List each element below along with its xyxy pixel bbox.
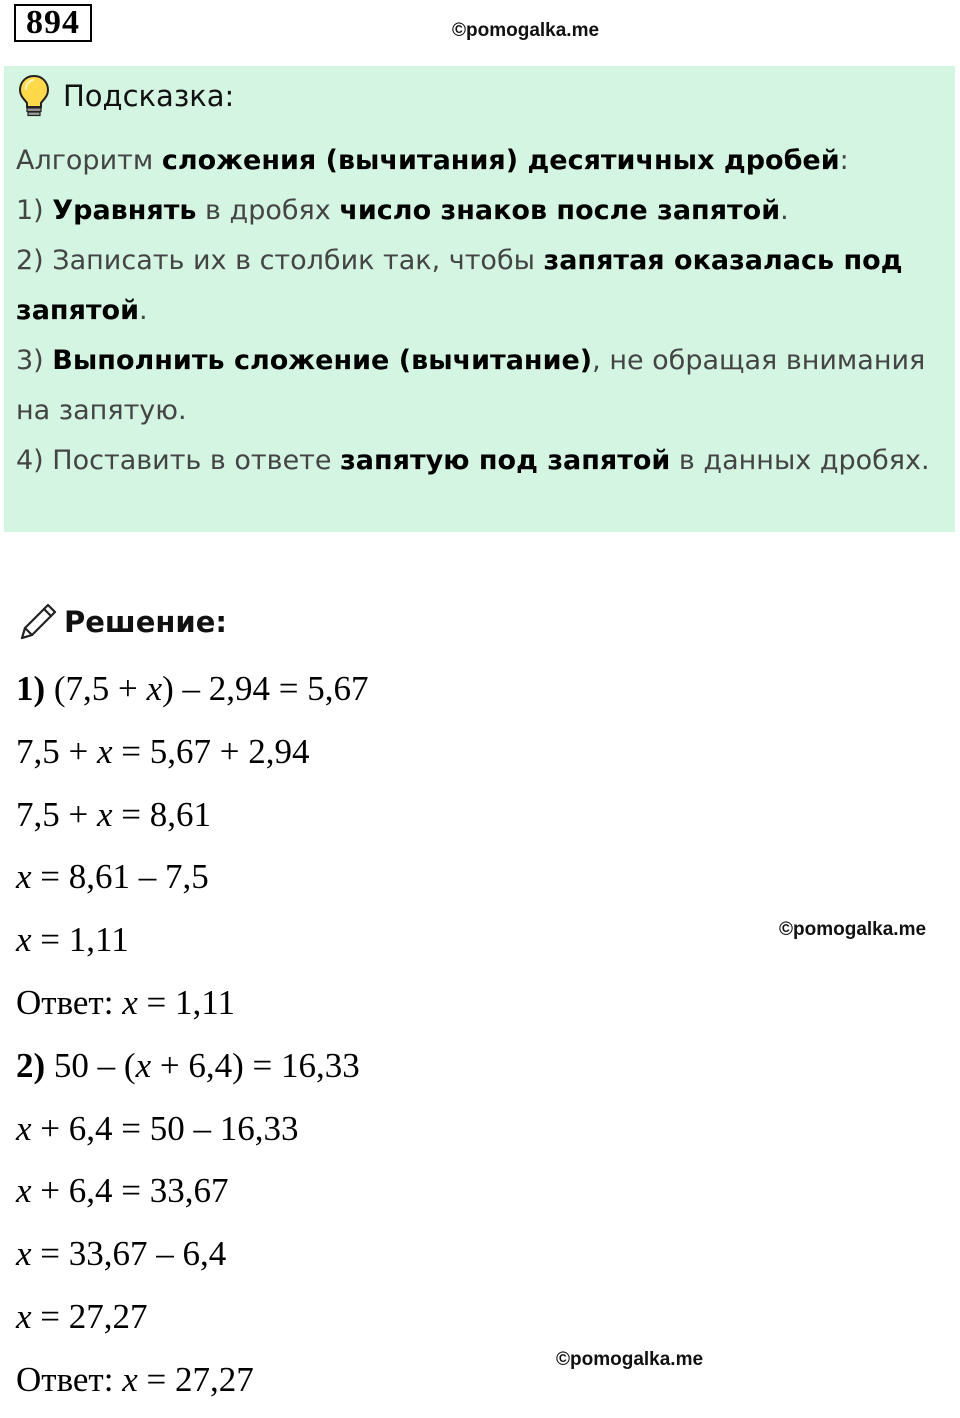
solution-title: Решение: — [64, 605, 228, 639]
hint-intro — [16, 136, 936, 186]
lightbulb-icon — [18, 74, 50, 118]
variable-x: x — [16, 857, 32, 897]
hint-title: Подсказка: — [63, 79, 235, 113]
hint-text: 1) — [16, 195, 53, 226]
hint-box — [4, 66, 955, 532]
solution-line — [16, 727, 369, 790]
solution-line — [16, 1292, 369, 1355]
hint-step-3 — [16, 336, 936, 436]
variable-x: x — [122, 982, 138, 1022]
solution-line — [16, 1229, 369, 1292]
hint-step-2 — [16, 236, 936, 336]
solution-header — [16, 598, 227, 646]
hint-text: в данных дробях. — [670, 445, 930, 476]
variable-x: x — [16, 1171, 32, 1211]
hint-text: 3) — [16, 345, 53, 376]
equation-text: 50 – ( — [45, 1045, 136, 1085]
problem-number: 894 — [14, 4, 92, 42]
solution-line — [16, 852, 369, 915]
variable-x: x — [16, 920, 32, 960]
hint-bold: Уравнять — [52, 195, 197, 226]
solution-line — [16, 915, 369, 978]
equation-text: (7,5 + — [45, 669, 147, 708]
hint-text: Алгоритм — [16, 145, 162, 176]
variable-x: x — [122, 1359, 138, 1399]
equation-text: = 5,67 + 2,94 — [112, 731, 310, 771]
hint-text: , не обращая внимания на запятую. — [16, 345, 926, 426]
equation-text: = 27,27 — [137, 1359, 254, 1399]
equation-text: = 27,27 — [31, 1296, 148, 1336]
variable-x: x — [16, 1108, 32, 1148]
hint-text: 2) Записать их в столбик так, чтобы — [16, 245, 544, 276]
equation-text: = 8,61 – 7,5 — [31, 857, 209, 897]
equation-text: Ответ: — [16, 1359, 123, 1399]
solution-lines — [16, 664, 369, 1418]
variable-x: x — [97, 794, 113, 834]
equation-text: ) – 2,94 = 5,67 — [162, 669, 369, 708]
variable-x: x — [16, 1234, 32, 1274]
solution-line — [16, 664, 369, 727]
hint-body — [16, 136, 936, 486]
task-number: 2) — [16, 1045, 46, 1085]
hint-bold: Выполнить сложение (вычитание) — [52, 345, 593, 376]
hint-bold: сложения (вычитания) десятичных дробей — [161, 145, 840, 176]
watermark-middle: ©pomogalka.me — [779, 919, 927, 940]
equation-text: 7,5 + — [16, 731, 97, 771]
hint-header — [18, 74, 234, 118]
hint-text: в дробях — [196, 195, 340, 226]
watermark-top: ©pomogalka.me — [452, 20, 600, 41]
equation-text: Ответ: — [16, 982, 123, 1022]
equation-text: + 6,4 = 50 – 16,33 — [31, 1108, 299, 1148]
hint-bold: число знаков после запятой — [339, 195, 781, 226]
pencil-icon — [16, 600, 60, 644]
task-number: 1) — [16, 669, 46, 708]
hint-text: : — [839, 145, 849, 176]
equation-text: = 1,11 — [137, 982, 235, 1022]
variable-x: x — [97, 731, 113, 771]
answer-line — [16, 978, 369, 1041]
answer-line — [16, 1355, 369, 1418]
equation-text: + 6,4 = 33,67 — [31, 1171, 229, 1211]
watermark-bottom: ©pomogalka.me — [556, 1349, 704, 1370]
variable-x: x — [16, 1296, 32, 1336]
hint-text: . — [780, 195, 789, 226]
solution-line — [16, 790, 369, 853]
equation-text: = 1,11 — [31, 920, 129, 960]
variable-x: x — [135, 1045, 152, 1085]
equation-text: = 8,61 — [112, 794, 212, 834]
equation-text: + 6,4) = 16,33 — [151, 1045, 360, 1085]
hint-bold: запятая оказалась под запятой — [16, 245, 903, 326]
hint-text: . — [139, 295, 148, 326]
equation-text: = 33,67 – 6,4 — [31, 1234, 227, 1274]
hint-bold: запятую под запятой — [340, 445, 671, 476]
solution-line — [16, 1166, 369, 1229]
hint-text: 4) Поставить в ответе — [16, 445, 341, 476]
hint-step-4 — [16, 436, 936, 486]
equation-text: 7,5 + — [16, 794, 97, 834]
hint-step-1 — [16, 186, 936, 236]
variable-x: x — [146, 669, 163, 708]
solution-line — [16, 1104, 369, 1167]
solution-line — [16, 1041, 369, 1104]
